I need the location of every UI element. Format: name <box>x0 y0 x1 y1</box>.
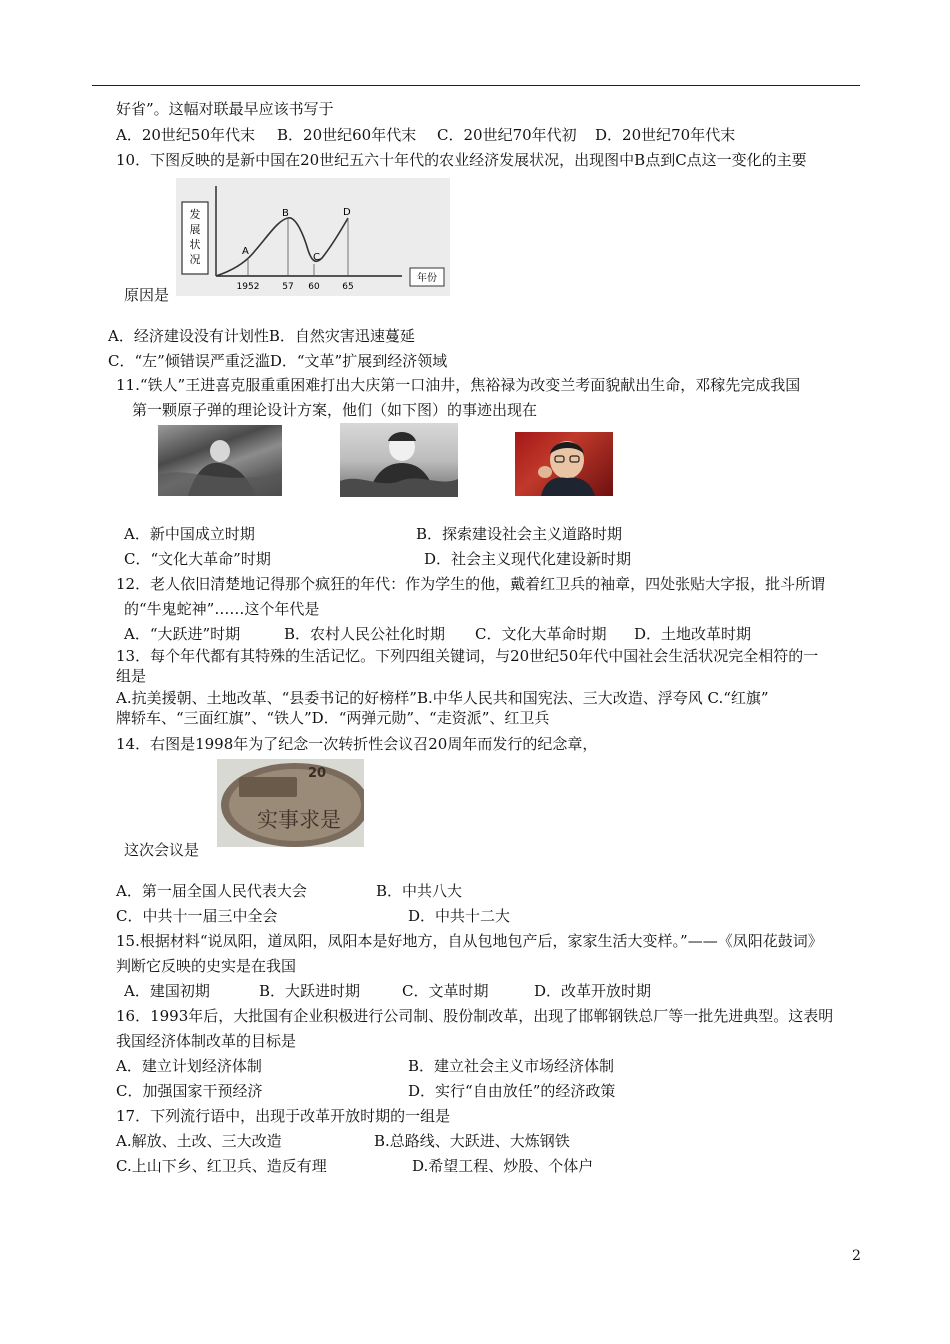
q16-option-c[interactable]: C．加强国家干预经济 <box>116 1082 263 1100</box>
header-rule <box>92 85 860 86</box>
q9-options <box>116 125 735 145</box>
x-tick-label: 57 <box>282 282 294 292</box>
q12-option-a[interactable]: A．“大跃进”时期 <box>124 625 241 643</box>
page-number: 2 <box>852 1248 861 1264</box>
q15-stem: 15.根据材料“说凤阳，道凤阳，凤阳本是好地方，自从包地包产后，家家生活大变样。”——《凤阳花鼓词》 <box>116 932 823 950</box>
photo-wang-jinxi-svg <box>158 425 282 496</box>
x-tick-label: 60 <box>308 282 320 292</box>
q10-option-b[interactable]: B．自然灾害迅速蔓延 <box>268 327 415 345</box>
q12-option-c[interactable]: C．文化大革命时期 <box>475 625 607 643</box>
q17-options-row2 <box>116 1156 593 1176</box>
photo-deng-jiaxian <box>515 432 613 496</box>
q12-option-d[interactable]: D．土地改革时期 <box>634 625 752 643</box>
q13-options-line1[interactable]: A.抗美援朝、土地改革、“县委书记的好榜样”B.中华人民共和国宪法、三大改造、浮夸风 C.“红旗” <box>116 689 769 707</box>
y-label-char: 状 <box>189 238 201 251</box>
point-label-b: B <box>282 208 289 219</box>
q16-options-row2 <box>116 1081 615 1101</box>
q14-option-b[interactable]: B．中共八大 <box>376 882 463 900</box>
q9-option-b[interactable]: B．20世纪60年代末 <box>277 126 417 144</box>
q13-stem: 13．每个年代都有其特殊的生活记忆。下列四组关键词，与20世纪50年代中国社会生活状况完全相符的一 <box>116 647 819 665</box>
q14-stem-tail: 这次会议是 <box>124 841 200 859</box>
y-label-char: 展 <box>189 223 201 236</box>
q15-option-c[interactable]: C．文革时期 <box>402 982 489 1000</box>
q11-options-row2 <box>124 549 631 569</box>
q15-option-d[interactable]: D．改革开放时期 <box>534 982 652 1000</box>
q14-stem: 14．右图是1998年为了纪念一次转折性会议召20周年而发行的纪念章， <box>116 735 598 753</box>
q14-options-row1 <box>116 881 462 901</box>
q11-option-c[interactable]: C．“文化大革命”时期 <box>124 550 271 568</box>
x-tick-label: 1952 <box>236 282 260 292</box>
q11-option-a[interactable]: A．新中国成立时期 <box>124 525 255 543</box>
q9-option-c[interactable]: C．20世纪70年代初 <box>437 126 577 144</box>
q14-option-c[interactable]: C．中共十一届三中全会 <box>116 907 278 925</box>
q16-option-d[interactable]: D．实行“自由放任”的经济政策 <box>408 1082 616 1100</box>
q11-stem: 11.“铁人”王进喜克服重重困难打出大庆第一口油井，焦裕禄为改变兰考面貌献出生命，邓稼先完成我国 <box>116 376 801 394</box>
q14-options-row2 <box>116 906 510 926</box>
q11-option-b[interactable]: B．探索建设社会主义道路时期 <box>416 525 623 543</box>
q10-stem-tail: 原因是 <box>124 286 170 304</box>
q17-options-row1 <box>116 1131 570 1151</box>
photo-deng-jiaxian-svg <box>515 432 613 496</box>
q17-stem: 17．下列流行语中，出现于改革开放时期的一组是 <box>116 1107 451 1125</box>
q14-option-a[interactable]: A．第一届全国人民代表大会 <box>116 882 307 900</box>
point-label-a: A <box>242 246 249 257</box>
q10-chart-svg <box>176 178 450 296</box>
q17-option-c[interactable]: C.上山下乡、红卫兵、造反有理 <box>116 1157 327 1175</box>
q15-options <box>124 981 651 1001</box>
q12-options <box>124 624 751 644</box>
y-label-char: 发 <box>189 208 201 221</box>
q16-option-a[interactable]: A．建立计划经济体制 <box>116 1057 262 1075</box>
q14-option-d[interactable]: D．中共十二大 <box>408 907 511 925</box>
photo-jiao-yulu-svg <box>340 423 458 497</box>
q17-option-b[interactable]: B.总路线、大跃进、大炼钢铁 <box>374 1132 570 1150</box>
q12-stem: 12．老人依旧清楚地记得那个疯狂的年代：作为学生的他，戴着红卫兵的袖章，四处张贴大字报，批斗所谓 <box>116 575 826 593</box>
q10-stem: 10．下图反映的是新中国在20世纪五六十年代的农业经济发展状况，出现图中B点到C点这一变化的主要 <box>116 151 807 169</box>
q9-option-a[interactable]: A．20世纪50年代末 <box>116 126 256 144</box>
badge-inscription: 实事求是 <box>257 808 341 832</box>
q16-stem-cont: 我国经济体制改革的目标是 <box>116 1032 297 1050</box>
q12-option-b[interactable]: B．农村人民公社化时期 <box>284 625 446 643</box>
q16-option-b[interactable]: B．建立社会主义市场经济体制 <box>408 1057 615 1075</box>
q15-stem-cont: 判断它反映的史实是在我国 <box>116 957 297 975</box>
q15-option-b[interactable]: B．大跃进时期 <box>259 982 361 1000</box>
q13-stem-cont: 组是 <box>116 667 147 685</box>
q9-option-d[interactable]: D．20世纪70年代末 <box>595 126 736 144</box>
commemorative-badge <box>217 759 364 847</box>
q11-option-d[interactable]: D．社会主义现代化建设新时期 <box>424 550 632 568</box>
q13-options-line2[interactable]: 牌轿车、“三面红旗”、“铁人”D．“两弹元勋”、“走资派”、红卫兵 <box>116 709 550 727</box>
point-label-c: C <box>313 252 320 263</box>
point-label-d: D <box>343 207 351 218</box>
q9-stem-tail: 好省”。这幅对联最早应该书写于 <box>116 100 334 118</box>
q11-options-row1 <box>124 524 622 544</box>
q17-option-d[interactable]: D.希望工程、炒股、个体户 <box>412 1157 594 1175</box>
photo-wang-jinxi <box>158 425 282 496</box>
q10-option-c[interactable]: C．“左”倾错误严重泛滥 <box>108 352 270 370</box>
badge-number: 20 <box>307 766 327 781</box>
y-label-char: 况 <box>189 253 201 266</box>
q10-chart <box>176 178 450 296</box>
q11-stem-cont: 第一颗原子弹的理论设计方案，他们（如下图）的事迹出现在 <box>132 401 538 419</box>
commemorative-badge-svg <box>217 759 364 847</box>
q12-stem-cont: 的“牛鬼蛇神”……这个年代是 <box>124 600 320 618</box>
q10-options-row2 <box>108 351 447 371</box>
photo-jiao-yulu <box>340 423 458 497</box>
x-tick-label: 65 <box>342 282 354 292</box>
q10-option-d[interactable]: D．“文革”扩展到经济领域 <box>269 352 448 370</box>
q15-option-a[interactable]: A．建国初期 <box>124 982 210 1000</box>
x-axis-label: 年份 <box>417 273 437 284</box>
q17-option-a[interactable]: A.解放、土改、三大改造 <box>116 1132 282 1150</box>
q16-options-row1 <box>116 1056 614 1076</box>
q10-option-a[interactable]: A．经济建设没有计划性 <box>108 327 269 345</box>
q16-stem: 16．1993年后，大批国有企业积极进行公司制、股份制改革，出现了邯郸钢铁总厂等一批先进典型。这表明 <box>116 1007 834 1025</box>
q10-options-row1 <box>108 326 415 346</box>
